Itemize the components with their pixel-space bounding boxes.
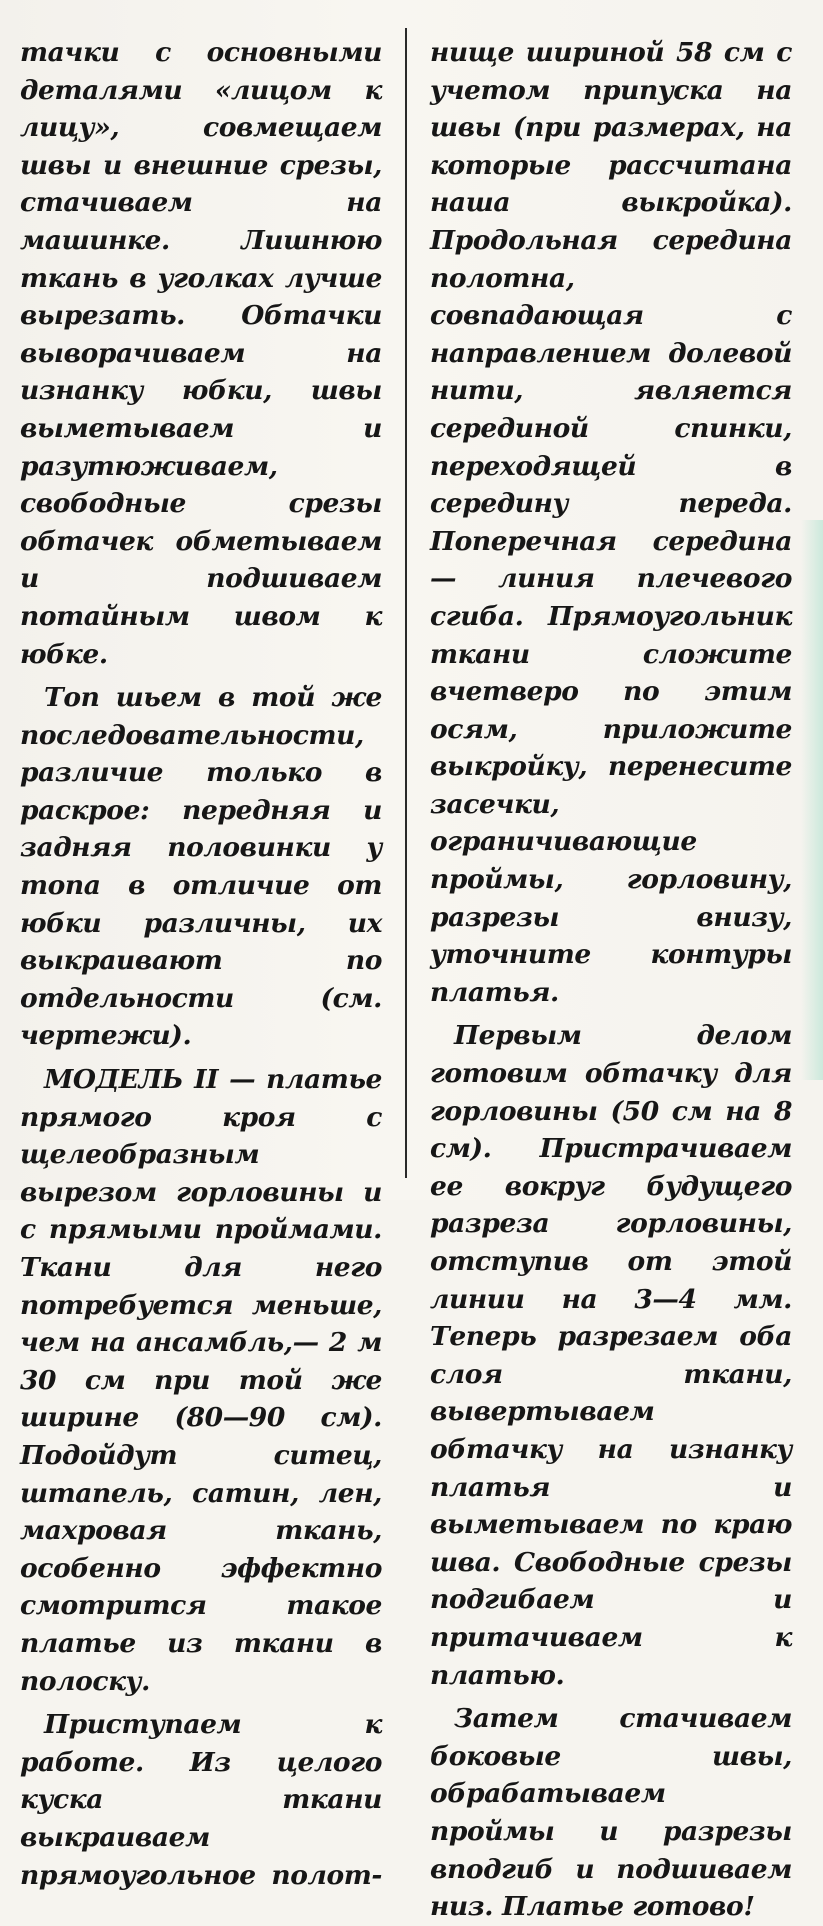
right-paragraph-3: Затем стачиваем боковые швы, обрабатываем проймы и разрезы вподгиб и подшиваем низ. Платье готово! — [430, 1703, 792, 1923]
column-divider — [405, 28, 407, 1178]
left-paragraph-1: тачки с основными деталями «лицом к лицу», совмещаем швы и внешние срезы, стачиваем на машинке. Лишнюю ткань в уголках лучше вырезать. Обтачки выворачиваем на изнанку юбки, швы выметываем и разутюживаем, свободные срезы обтачек обметываем и подшиваем потайным швом к юбке. — [20, 37, 382, 670]
left-paragraph-4: Приступаем к работе. Из целого куска ткани выкраиваем прямоугольное полот- — [20, 1709, 382, 1891]
left-text-column — [20, 34, 382, 1894]
left-paragraph-3 — [20, 1061, 382, 1700]
page-edge-tint — [801, 520, 823, 1080]
right-paragraph-2: Первым делом готовим обтачку для горловины (50 см на 8 см). Пристрачиваем ее вокруг будущего разреза горловины, отступив от этой линии на 3—4 мм. Теперь разрезаем оба слоя ткани, вывертываем обтачку на изнанку платья и выметываем по краю шва. Свободные срезы подгибаем и притачиваем к платью. — [430, 1020, 792, 1691]
left-paragraph-2: Топ шьем в той же последовательности, различие только в раскрое: передняя и задняя половинки у топа в отличие от юбки различны, их выкраивают по отдельности (см. чертежи). — [20, 682, 382, 1052]
right-text-column — [430, 34, 792, 1926]
model-description: — платье прямого кроя с щелеобразным вырезом горловины и с прямыми проймами. Ткани для него потребуется меньше, чем на ансамбль,— 2 м 30 см при той же ширине (80—90 см). Подойдут ситец, штапель, сатин, лен, махровая ткань, особенно эффектно смотрится такое платье из ткани в полоску. — [20, 1064, 382, 1697]
model-heading: МОДЕЛЬ II — [44, 1064, 219, 1096]
right-paragraph-1: нище шириной 58 см с учетом припуска на швы (при размерах, на которые рассчитана наша выкройка). Продольная середина полотна, совпадающая с направлением долевой нити, является серединой спинки, переходящей в середину переда. Поперечная середина — линия плечевого сгиба. Прямоугольник ткани сложите вчетверо по этим осям, приложите выкройку, перенесите засечки, ограничивающие проймы, горловину, разрезы внизу, уточните контуры платья. — [430, 37, 792, 1008]
